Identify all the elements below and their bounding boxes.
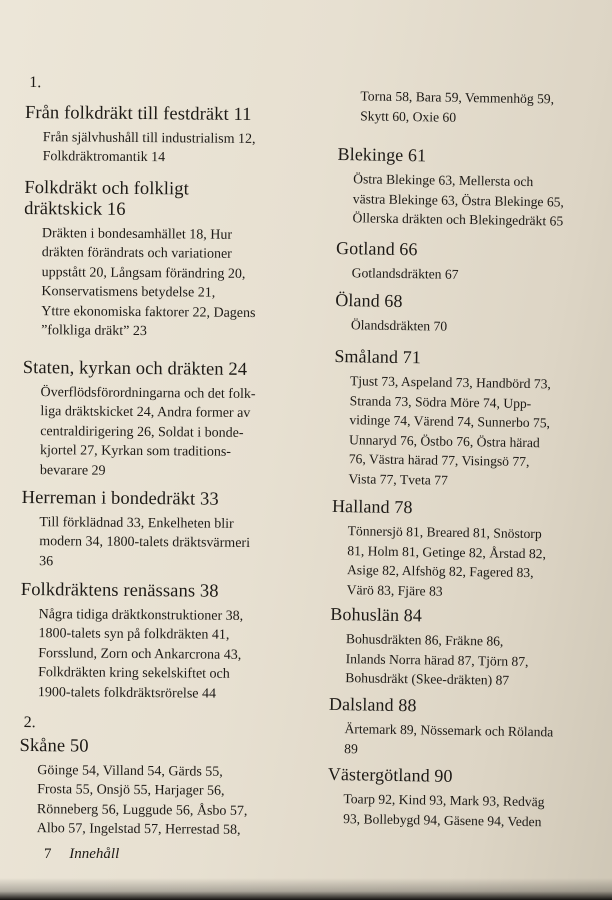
subsection-line: Frosta 55, Onsjö 55, Harjager 56, [37, 782, 225, 800]
page-footer [44, 846, 119, 863]
chapter-subsections [327, 789, 608, 833]
subsection-line: vidinge 74, Värend 74, Sunnerbo 75, [349, 412, 551, 431]
subsection-line: Inlands Norra härad 87, Tjörn 87, [345, 650, 529, 669]
chapter-title: Öland 68 [335, 289, 403, 312]
chapter-subsections [331, 521, 612, 604]
chapter-subsections [19, 761, 320, 841]
chapter-title: Dalsland 88 [328, 693, 417, 716]
subsection-line: Stranda 73, Södra Möre 74, Upp- [349, 392, 532, 411]
subsection-line: Dräkten i bondesamhället 18, Hur [41, 226, 233, 243]
toc-entry [21, 488, 322, 574]
subsection-line: Några tidiga dräktkonstruktioner 38, [38, 607, 244, 624]
toc-right-column [327, 0, 612, 829]
page-number: 7 [44, 846, 52, 862]
chapter-subsections [328, 719, 609, 763]
chapter-title: Gotland 66 [335, 237, 418, 260]
subsection-line: Folkdräkten kring sekelskiftet och [38, 665, 230, 683]
subsection-line: Tönnersjö 81, Breared 81, Snöstorp [347, 523, 542, 542]
subsection-line: Från självhushåll till industrialism 12, [42, 130, 256, 148]
chapter-subsections [335, 315, 612, 339]
subsection-line: Konservatismens betydelse 21, [41, 284, 216, 301]
chapter-title: Blekinge 61 [337, 143, 427, 166]
subsection-line: Värö 83, Fjäre 83 [346, 581, 443, 599]
subsection-line: 89 [344, 740, 358, 756]
subsection-line: Till förklädnad 33, Enkelheten blir [39, 515, 234, 532]
subsection-line: 1900-talets folkdräktsrörelse 44 [37, 684, 217, 702]
subsection-line: 36 [39, 553, 54, 570]
subsection-line: Yttre ekonomiska faktorer 22, Dagens [41, 303, 256, 321]
subsection-line: Östra Blekinge 63, Mellersta och [353, 171, 534, 190]
subsection-line: Skytt 60, Oxie 60 [360, 107, 457, 125]
toc-entry-continuation [338, 86, 612, 130]
chapter-title: Från folkdräkt till festdräkt 11 [24, 102, 252, 125]
subsection-line: Bohusdräkten 86, Fräkne 86, [345, 631, 504, 649]
toc-entry [336, 144, 612, 232]
subsection-line: Unnaryd 76, Östbo 76, Östra härad [348, 431, 540, 450]
chapter-subsections [21, 513, 321, 574]
subsection-line: Ölandsdräkten 70 [350, 317, 448, 334]
toc-entry [335, 290, 612, 339]
subsection-line: Tjust 73, Aspeland 73, Handbörd 73, [349, 373, 551, 392]
subsection-line: bevarare 29 [39, 462, 106, 479]
subsection-line: kjortel 27, Kyrkan som traditions- [40, 443, 232, 461]
subsection-line: 93, Bollebygd 94, Gäsene 94, Veden [343, 810, 542, 829]
chapter-subsections [20, 605, 321, 705]
toc-entry [328, 694, 609, 763]
subsection-line: Ärtemark 89, Nössemark och Rölanda [344, 721, 554, 740]
toc-entry [332, 346, 612, 493]
subsection-line: Forsslund, Zorn och Ankarcrona 43, [38, 645, 242, 663]
subsection-line: Göinge 54, Villand 54, Gärds 55, [37, 763, 223, 780]
running-footer-label: Innehåll [69, 846, 120, 862]
chapter-subsections [22, 383, 323, 483]
subsection-line: Rönneberg 56, Luggude 56, Åsbo 57, [36, 801, 248, 819]
chapter-title: Staten, kyrkan och dräkten 24 [22, 357, 248, 380]
toc-entry [25, 103, 326, 169]
toc-left-column [19, 0, 326, 839]
chapter-subsections [332, 371, 612, 493]
toc-entry [20, 580, 321, 705]
chapter-subsections [336, 263, 612, 287]
subsection-line: Öllerska dräkten och Blekingedräkt 65 [352, 210, 564, 229]
chapter-subsections [336, 169, 612, 232]
chapter-title: dräktskick 16 [24, 198, 126, 220]
chapter-subsections [329, 629, 610, 692]
continued-subsections [338, 86, 612, 130]
chapter-title: Herreman i bondedräkt 33 [21, 487, 219, 510]
toc-entry [19, 736, 320, 841]
toc-entry [22, 358, 323, 483]
subsection-line: uppstått 20, Långsam förändring 20, [41, 264, 246, 282]
toc-entry [329, 604, 610, 692]
subsection-line: Albo 57, Ingelstad 57, Herrestad 58, [36, 821, 241, 839]
subsection-line: Gotlandsdräkten 67 [351, 265, 459, 282]
part-number: 2. [23, 714, 36, 732]
subsection-line: modern 34, 1800-talets dräktsvärmeri [39, 534, 251, 552]
subsection-line: centraldirigering 26, Soldat i bonde- [40, 423, 244, 441]
subsection-line: Asige 82, Alfshög 82, Fagered 83, [346, 562, 534, 581]
chapter-title: Bohuslän 84 [330, 603, 423, 626]
subsection-line: Bohusdräkt (Skee-dräkten) 87 [345, 670, 510, 688]
chapter-title: Halland 78 [331, 495, 413, 518]
subsection-line: 1800-talets syn på folkdräkten 41, [38, 626, 230, 644]
subsection-line: ”folkliga dräkt” 23 [41, 323, 147, 340]
chapter-subsections [25, 128, 325, 169]
subsection-line: Torna 58, Bara 59, Vemmenhög 59, [360, 88, 555, 107]
part-number: 1. [29, 74, 42, 92]
chapter-title: Småland 71 [334, 345, 422, 368]
chapter-subsections [23, 224, 324, 343]
toc-entry [336, 238, 612, 287]
chapter-title: Folkdräktens renässans 38 [20, 579, 219, 602]
subsection-line: 81, Holm 81, Getinge 82, Årstad 82, [347, 542, 547, 561]
subsection-line: Vista 77, Tveta 77 [348, 471, 448, 488]
chapter-title: Västergötland 90 [327, 763, 453, 786]
subsection-line: liga dräktskicket 24, Andra former av [40, 404, 251, 422]
subsection-line: Överflödsförordningarna och det folk- [40, 385, 256, 403]
toc-entry [331, 496, 612, 604]
toc-entry [327, 764, 608, 833]
subsection-line: Toarp 92, Kind 93, Mark 93, Redväg [343, 791, 545, 810]
subsection-line: dräkten förändrats och variationer [41, 245, 232, 263]
chapter-title: Folkdräkt och folkligt [24, 177, 190, 200]
subsection-line: västra Blekinge 63, Östra Blekinge 65, [352, 190, 565, 210]
subsection-line: 76, Västra härad 77, Visingsö 77, [348, 451, 530, 470]
chapter-title: Skåne 50 [19, 735, 89, 757]
subsection-line: Folkdräktromantik 14 [42, 149, 166, 166]
toc-entry [23, 178, 324, 343]
